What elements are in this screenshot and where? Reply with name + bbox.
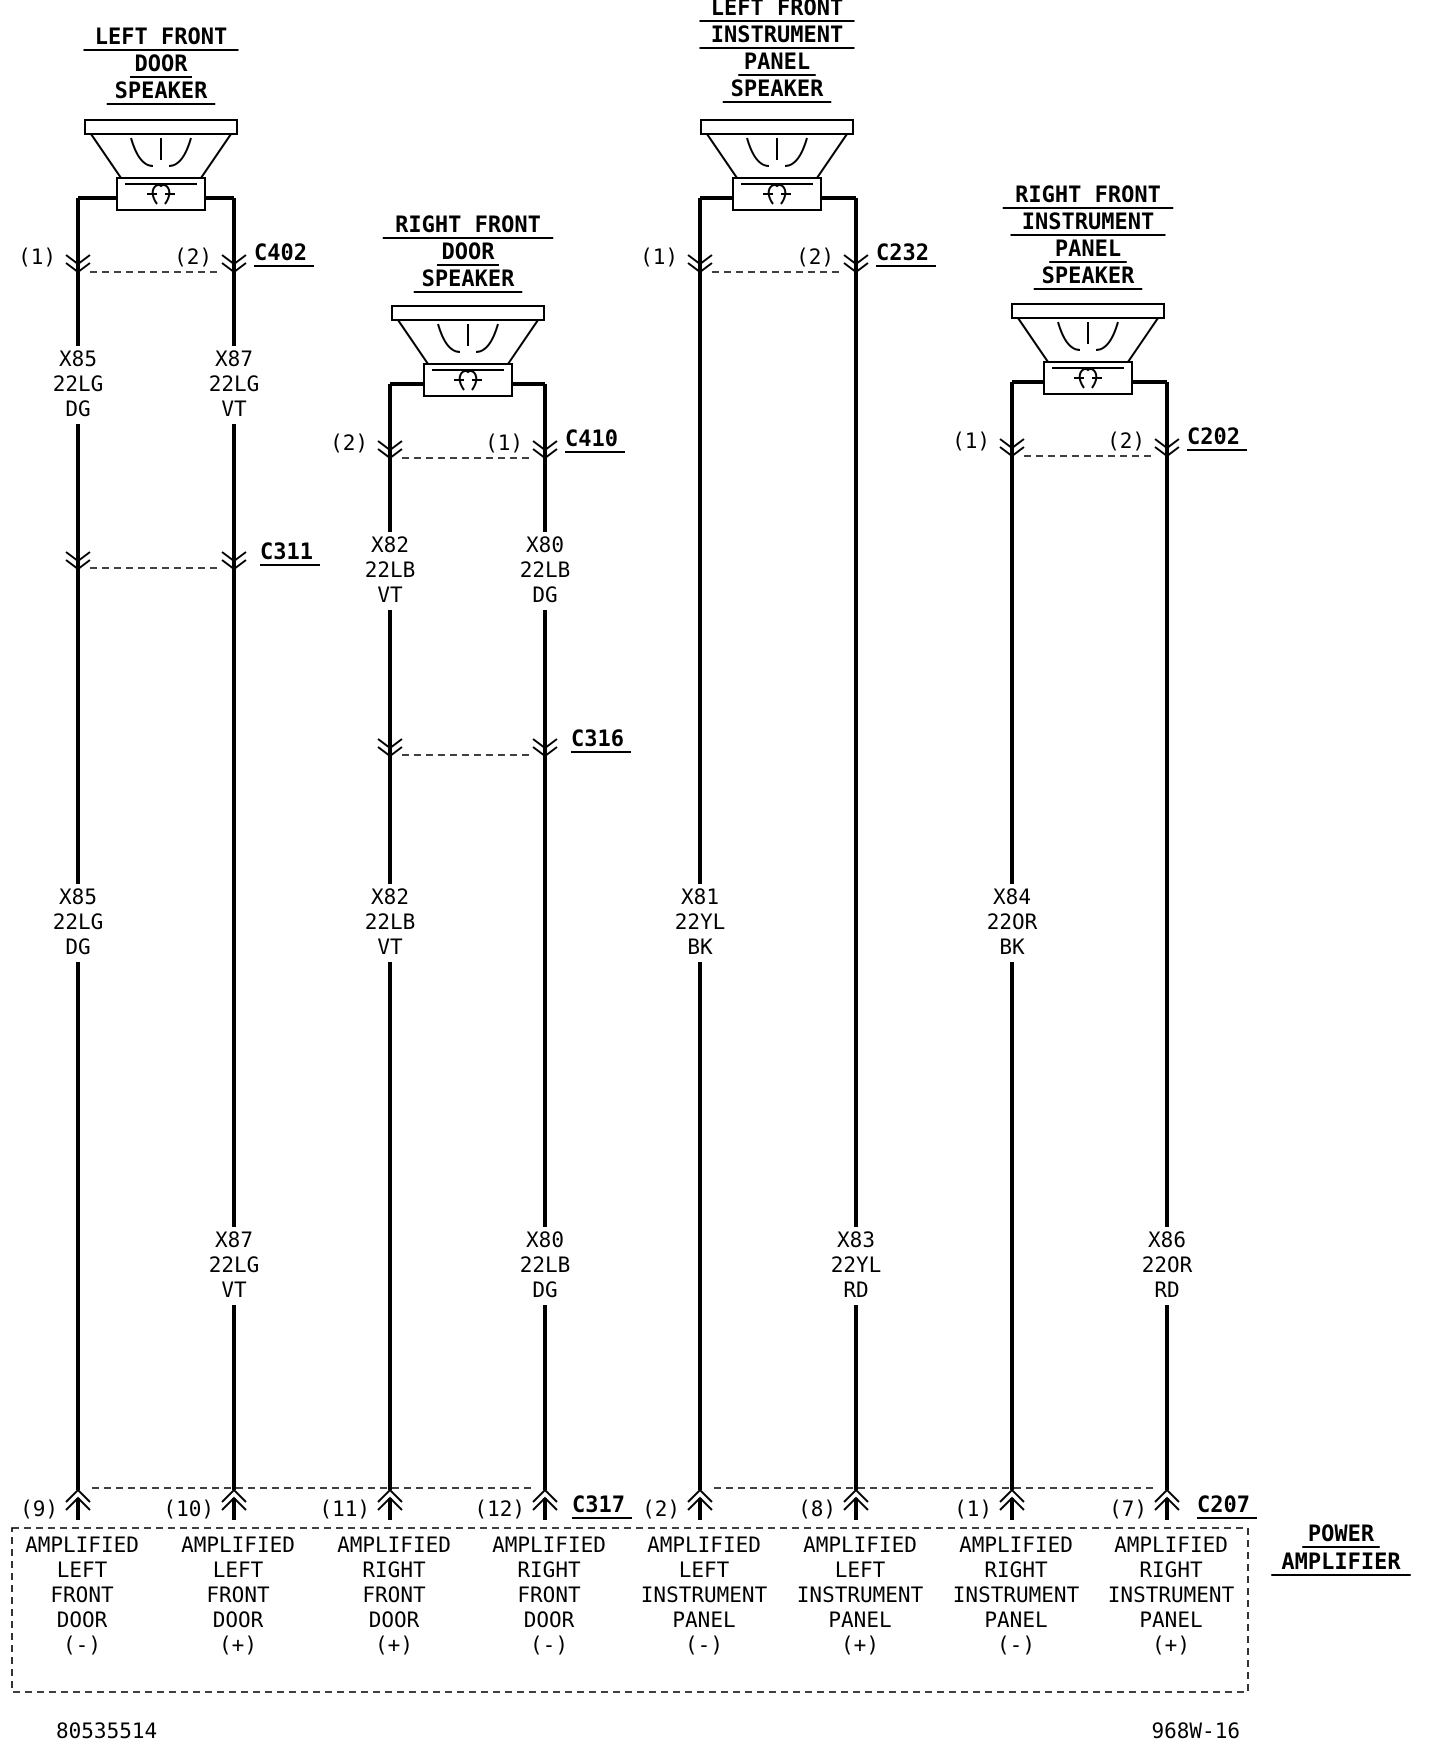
amp-function-6-line-3: PANEL — [828, 1608, 892, 1632]
amp-function-5 — [641, 1533, 768, 1657]
wire-label-w4_low — [511, 1227, 579, 1305]
wire-code-w4_top-1: 22LB — [519, 558, 571, 582]
amp-terminal-5 — [688, 1490, 712, 1520]
connector-c202-pin-a-label: (1) — [952, 429, 990, 453]
connector-c311-label: C311 — [260, 540, 313, 565]
wire-code-w1_top-0: X85 — [59, 347, 97, 371]
wire-label-w2_low — [200, 1227, 268, 1305]
wire-label-w6_low — [822, 1227, 890, 1305]
connector-c232-pin-a-label: (1) — [640, 245, 678, 269]
amp-function-3-line-3: DOOR — [368, 1608, 420, 1632]
wire-code-w5_mid-2: BK — [687, 935, 713, 959]
amp-function-7 — [953, 1533, 1080, 1657]
amp-function-3-line-1: RIGHT — [362, 1558, 426, 1582]
right-front-instrument-panel-speaker-magnet — [1044, 362, 1132, 394]
amp-function-5-line-1: LEFT — [678, 1558, 730, 1582]
wire-code-w2_top-1: 22LG — [208, 372, 260, 396]
wire-code-w8_low-1: 22OR — [1141, 1253, 1193, 1277]
amp-function-1-line-4: (-) — [63, 1633, 101, 1657]
right-front-door-speaker-title-line-0: RIGHT FRONT — [395, 213, 541, 238]
wire-code-w5_mid-0: X81 — [681, 885, 719, 909]
connector-c402-pin-a-label: (1) — [18, 245, 56, 269]
wire-code-w3_mid-0: X82 — [371, 885, 409, 909]
footer-left-code: 80535514 — [56, 1719, 158, 1743]
amp-function-2-line-0: AMPLIFIED — [181, 1533, 295, 1557]
wire-code-w5_mid-1: 22YL — [674, 910, 726, 934]
wire-code-w2_low-1: 22LG — [208, 1253, 260, 1277]
wire-label-w4_top — [511, 532, 579, 610]
connector-c232-pin-b-label: (2) — [796, 245, 834, 269]
amp-terminal-3 — [378, 1490, 402, 1520]
amp-function-7-line-0: AMPLIFIED — [959, 1533, 1073, 1557]
right-front-door-speaker-rim — [392, 306, 544, 320]
amp-function-2-line-1: LEFT — [212, 1558, 264, 1582]
wire-label-w5_mid — [666, 884, 734, 962]
amp-function-3-line-0: AMPLIFIED — [337, 1533, 451, 1557]
amp-terminal-2 — [222, 1490, 246, 1520]
connector-c402-label: C402 — [254, 241, 307, 266]
connector-c207-label: C207 — [1197, 1493, 1250, 1518]
wire-code-w7_mid-0: X84 — [993, 885, 1031, 909]
wire-code-w7_mid-1: 22OR — [986, 910, 1038, 934]
amp-pin-4: (12) — [474, 1497, 525, 1521]
wire-code-w8_low-2: RD — [1154, 1278, 1180, 1302]
amp-pin-1: (9) — [20, 1497, 58, 1521]
right-front-door-speaker-title — [383, 213, 554, 292]
right-front-instrument-panel-speaker-title-line-1: INSTRUMENT — [1021, 210, 1155, 235]
wire-code-w3_top-2: VT — [377, 583, 403, 607]
amp-function-1-line-1: LEFT — [56, 1558, 108, 1582]
amp-function-6-line-4: (+) — [841, 1633, 879, 1657]
amp-function-3-line-4: (+) — [375, 1633, 413, 1657]
right-front-instrument-panel-speaker-title-line-0: RIGHT FRONT — [1015, 183, 1161, 208]
amp-terminal-8 — [1155, 1490, 1179, 1520]
amp-function-5-line-0: AMPLIFIED — [647, 1533, 761, 1557]
connector-c402-pin-b-label: (2) — [174, 245, 212, 269]
amp-function-1 — [25, 1533, 139, 1657]
wire-label-w3_mid — [356, 884, 424, 962]
wire-code-w7_mid-2: BK — [999, 935, 1025, 959]
wire-label-w3_top — [356, 532, 424, 610]
amp-pin-8: (7) — [1109, 1497, 1147, 1521]
wire-code-w4_top-0: X80 — [526, 533, 564, 557]
amp-pin-2: (10) — [163, 1497, 214, 1521]
amp-function-2-line-2: FRONT — [206, 1583, 270, 1607]
amp-function-1-line-2: FRONT — [50, 1583, 114, 1607]
wire-code-w4_low-2: DG — [532, 1278, 558, 1302]
amp-function-5-line-3: PANEL — [672, 1608, 736, 1632]
amp-function-6-line-2: INSTRUMENT — [796, 1583, 924, 1607]
wire-code-w1_top-2: DG — [65, 397, 91, 421]
amp-function-4-line-3: DOOR — [523, 1608, 575, 1632]
amp-function-6 — [797, 1533, 924, 1657]
wire-code-w6_low-0: X83 — [837, 1228, 875, 1252]
right-front-instrument-panel-speaker-title — [1003, 183, 1174, 289]
wire-code-w3_top-1: 22LB — [364, 558, 416, 582]
left-front-instrument-panel-speaker-rim — [701, 120, 853, 134]
left-front-door-speaker-rim — [85, 120, 237, 134]
amp-function-3 — [337, 1533, 451, 1657]
connector-c410-pin-b-label: (1) — [485, 431, 523, 455]
wire-label-w1_mid — [44, 884, 112, 962]
left-front-instrument-panel-speaker-title-line-1: INSTRUMENT — [710, 23, 844, 48]
right-front-instrument-panel-speaker-rim — [1012, 304, 1164, 318]
power-amplifier-title-1: AMPLIFIER — [1281, 1550, 1401, 1575]
wire-label-w2_top — [200, 346, 268, 424]
left-front-door-speaker-title-line-0: LEFT FRONT — [94, 25, 228, 50]
amp-function-7-line-2: INSTRUMENT — [952, 1583, 1080, 1607]
connector-c202-pin-b-label: (2) — [1107, 429, 1145, 453]
wire-code-w1_top-1: 22LG — [52, 372, 104, 396]
left-front-instrument-panel-speaker-cone-lines — [747, 138, 807, 166]
left-front-instrument-panel-speaker-title — [700, 0, 855, 102]
amp-function-3-line-2: FRONT — [362, 1583, 426, 1607]
amp-function-2-line-3: DOOR — [212, 1608, 264, 1632]
wire-code-w2_top-2: VT — [221, 397, 247, 421]
left-front-door-speaker-title-line-2: SPEAKER — [114, 79, 208, 104]
footer-right-code: 968W-16 — [1151, 1719, 1240, 1743]
wire-code-w1_mid-0: X85 — [59, 885, 97, 909]
amp-function-5-line-4: (-) — [685, 1633, 723, 1657]
right-front-instrument-panel-speaker-cone-lines — [1058, 322, 1118, 350]
connector-c202-label: C202 — [1187, 425, 1240, 450]
left-front-door-speaker-title — [84, 25, 239, 104]
connector-c317-label: C317 — [572, 1493, 625, 1518]
wire-code-w4_low-0: X80 — [526, 1228, 564, 1252]
left-front-door-speaker-cone-lines — [131, 138, 191, 166]
amp-pin-5: (2) — [642, 1497, 680, 1521]
amp-function-1-line-0: AMPLIFIED — [25, 1533, 139, 1557]
amp-function-4-line-1: RIGHT — [517, 1558, 581, 1582]
wire-code-w6_low-1: 22YL — [830, 1253, 882, 1277]
amp-function-8-line-1: RIGHT — [1139, 1558, 1203, 1582]
left-front-instrument-panel-speaker-title-line-0: LEFT FRONT — [710, 0, 844, 21]
connector-c316-label: C316 — [571, 727, 624, 752]
amp-function-4-line-0: AMPLIFIED — [492, 1533, 606, 1557]
amp-function-8-line-3: PANEL — [1139, 1608, 1203, 1632]
wire-code-w1_mid-2: DG — [65, 935, 91, 959]
connector-c232-label: C232 — [876, 241, 929, 266]
amp-pin-3: (11) — [319, 1497, 370, 1521]
left-front-door-speaker-magnet — [117, 178, 205, 210]
amp-terminal-1 — [66, 1490, 90, 1520]
left-front-door-speaker-title-line-1: DOOR — [134, 52, 188, 77]
right-front-door-speaker-cone-lines — [438, 324, 498, 352]
left-front-instrument-panel-speaker-title-line-3: SPEAKER — [730, 77, 824, 102]
amp-function-2 — [181, 1533, 295, 1657]
amp-function-7-line-1: RIGHT — [984, 1558, 1048, 1582]
wire-label-w7_mid — [978, 884, 1046, 962]
wire-code-w3_mid-2: VT — [377, 935, 403, 959]
wire-code-w8_low-0: X86 — [1148, 1228, 1186, 1252]
right-front-door-speaker-magnet — [424, 364, 512, 396]
wire-code-w1_mid-1: 22LG — [52, 910, 104, 934]
amp-pin-6: (8) — [798, 1497, 836, 1521]
amp-function-8 — [1108, 1533, 1235, 1657]
amp-function-6-line-0: AMPLIFIED — [803, 1533, 917, 1557]
wire-code-w4_top-2: DG — [532, 583, 558, 607]
wire-code-w2_low-0: X87 — [215, 1228, 253, 1252]
wire-code-w2_top-0: X87 — [215, 347, 253, 371]
left-front-instrument-panel-speaker-magnet — [733, 178, 821, 210]
wire-label-w1_top — [44, 346, 112, 424]
right-front-door-speaker-title-line-2: SPEAKER — [421, 267, 515, 292]
amp-function-6-line-1: LEFT — [834, 1558, 886, 1582]
right-front-instrument-panel-speaker-title-line-2: PANEL — [1054, 237, 1122, 262]
amp-terminal-7 — [1000, 1490, 1024, 1520]
amp-function-7-line-3: PANEL — [984, 1608, 1048, 1632]
amp-function-5-line-2: INSTRUMENT — [640, 1583, 768, 1607]
wire-code-w6_low-2: RD — [843, 1278, 869, 1302]
right-front-door-speaker-title-line-1: DOOR — [441, 240, 495, 265]
amp-function-8-line-4: (+) — [1152, 1633, 1190, 1657]
wire-code-w2_low-2: VT — [221, 1278, 247, 1302]
wire-code-w3_top-0: X82 — [371, 533, 409, 557]
amp-pin-7: (1) — [954, 1497, 992, 1521]
amp-function-4 — [492, 1533, 606, 1657]
amp-function-8-line-0: AMPLIFIED — [1114, 1533, 1228, 1557]
amp-function-4-line-4: (-) — [530, 1633, 568, 1657]
amp-terminal-4 — [533, 1490, 557, 1520]
connector-c410-pin-a-label: (2) — [330, 431, 368, 455]
power-amplifier-title-0: POWER — [1307, 1522, 1375, 1547]
power-amplifier-title — [1271, 1522, 1411, 1575]
wire-label-w8_low — [1133, 1227, 1201, 1305]
amp-function-1-line-3: DOOR — [56, 1608, 108, 1632]
amp-terminal-6 — [844, 1490, 868, 1520]
amp-function-2-line-4: (+) — [219, 1633, 257, 1657]
right-front-instrument-panel-speaker-title-line-3: SPEAKER — [1041, 264, 1135, 289]
left-front-instrument-panel-speaker-title-line-2: PANEL — [743, 50, 811, 75]
wire-code-w3_mid-1: 22LB — [364, 910, 416, 934]
connector-c410-label: C410 — [565, 427, 618, 452]
amp-function-8-line-2: INSTRUMENT — [1107, 1583, 1235, 1607]
amp-function-7-line-4: (-) — [997, 1633, 1035, 1657]
wire-code-w4_low-1: 22LB — [519, 1253, 571, 1277]
amp-function-4-line-2: FRONT — [517, 1583, 581, 1607]
